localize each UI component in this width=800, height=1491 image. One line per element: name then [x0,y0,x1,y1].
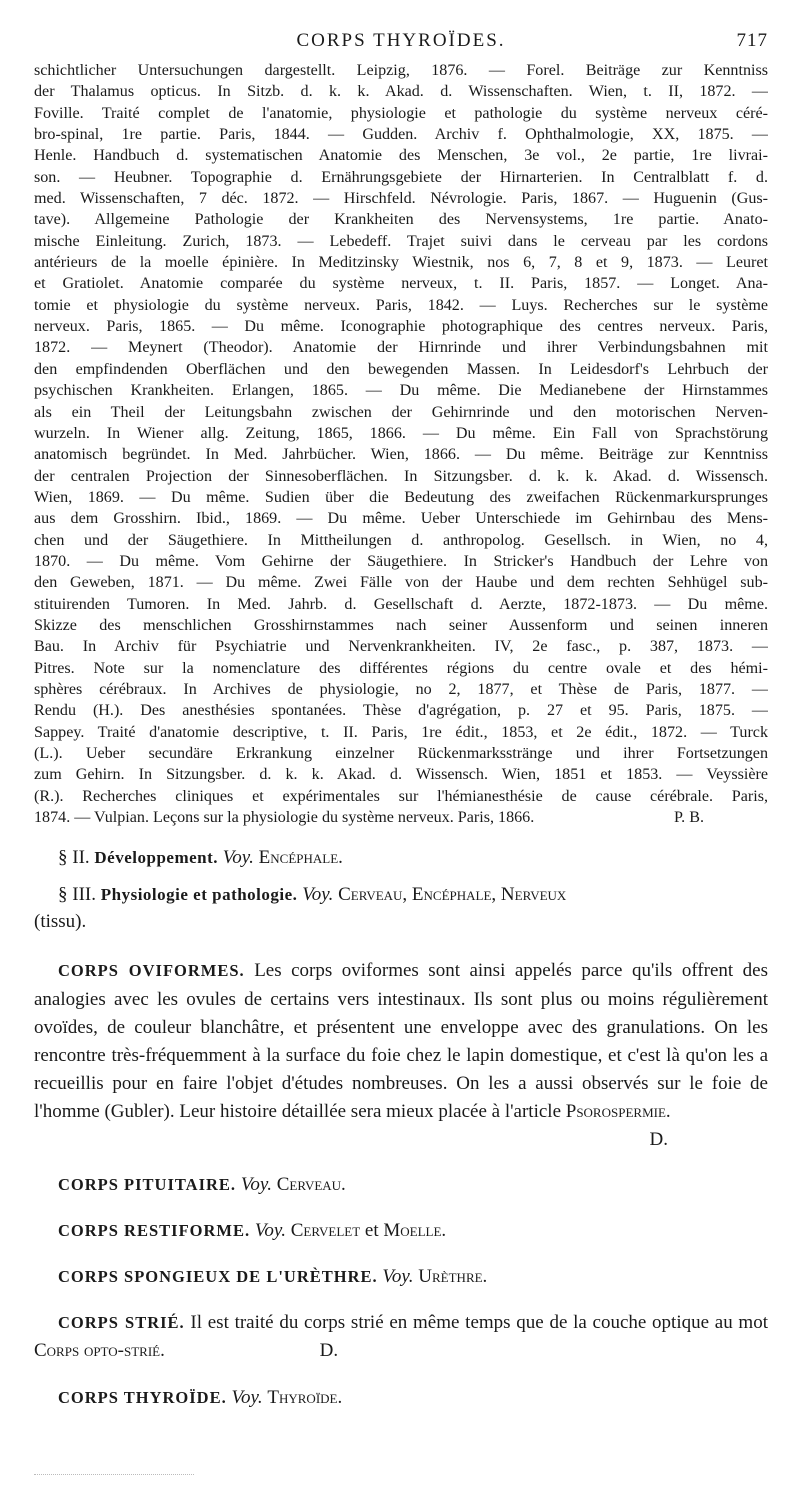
section-mark: § II. [58,847,90,869]
bibliography-line: Sappey. Traité d'anatomie descriptive, t. II. Paris, 1re édit., 1853, et 2e édit., 1872. — Turck [34,723,768,741]
footer-dotted-rule [34,1474,194,1475]
bibliography-line: chen und der Säugethiere. In Mittheilungen d. anthropolog. Gesellsch. in Wien, no 4, [34,531,768,549]
entry-reference-2: Moelle. [383,1219,447,1241]
entry-conjunction: et [364,1219,379,1241]
section-reference-continued: (tissu). [34,911,87,933]
entry-text: Il est traité du corps strié en même temps que de la couche optique au mot [190,1312,768,1334]
entry-headword: CORPS RESTIFORME. [58,1220,251,1240]
entry-corps-thyroide [34,1384,768,1412]
bibliography-line: nerveux. Paris, 1865. — Du même. Iconographie photographique des centres nerveux. Paris, [34,318,768,336]
voy-label: Voy. [302,884,334,906]
running-title: CORPS THYROÏDES. [296,30,506,51]
bibliography-line: son. — Heubner. Topographie d. Ernährungsgebiete der Hirnarterien. In Centralblatt f. d. [34,168,768,186]
page-number: 717 [736,30,768,51]
voy-label: Voy. [222,847,254,869]
entry-headword: CORPS STRIÉ. [58,1313,185,1333]
bibliography-line: anatomisch begründet. In Med. Jahrbücher. Wien, 1866. — Du même. Beiträge zur Kenntniss [34,446,768,464]
bibliography-line: als ein Theil der Leitungsbahn zwischen der Gehirnrinde und den motorischen Nerven- [34,403,768,421]
entry-corps-pituitaire [34,1171,768,1199]
voy-label: Voy. [231,1386,263,1408]
section-mark: § III. [58,884,96,906]
entry-text: Les corps oviformes sont ainsi appelés parce qu'ils offrent des analogies avec les ovules de certains vers intestinaux. Ils sont plus ou moins régulièrement ovoïdes, de couleur blanchâtre, et présentent une enveloppe avec des granulations. On les rencontre très-fréquemment à la surface du foie chez le lapin domestique, et c'est là qu'on les a recueillis pour en faire l'objet d'études nombreuses. On les a aussi observés sur le foie de l'homme (Gubler). Leur histoire détaillée sera mieux placée à l'article [34,960,768,1123]
bibliography-block [34,60,768,828]
bibliography-line: den Geweben, 1871. — Du même. Zwei Fälle von der Haube und dem rechten Sehhügel sub- [34,574,768,592]
bibliography-last-line [34,807,768,828]
bibliography-last-text: 1874. — Vulpian. Leçons sur la physiologie du système nerveux. Paris, 1866. [34,809,535,827]
bibliography-line: den empfindenden Oberflächen und den bewegenden Massen. In Leidesdorf's Lehrbuch der [34,360,768,378]
bibliography-line: (R.). Recherches cliniques et expérimentales sur l'hémianesthésie de cause cérébrale. Paris, [34,787,768,805]
bibliography-line: tave). Allgemeine Pathologie der Krankheiten des Nervensystems, 1re partie. Anato- [34,211,768,229]
bibliography-line: der Thalamus opticus. In Sitzb. d. k. k. Akad. d. Wissenschaften. Wien, t. II, 1872. — [34,83,768,101]
entry-reference: Thyroïde. [267,1386,343,1408]
section-reference: Encéphale. [258,847,343,869]
bibliography-line: bro-spinal, 1re partie. Paris, 1844. — Gudden. Archiv f. Ophthalmologie, XX, 1875. — [34,126,768,144]
bibliography-line: Rendu (H.). Des anesthésies spontanées. Thèse d'agrégation, p. 27 et 95. Paris, 1875. — [34,702,768,720]
bibliography-line: Pitres. Note sur la nomenclature des différentes régions du centre ovale et des hémi- [34,659,768,677]
entry-headword: CORPS SPONGIEUX DE L'URÈTHRE. [58,1267,378,1286]
section-reference: Cerveau, Encéphale, Nerveux [338,884,567,906]
entry-headword: CORPS OVIFORMES. [58,961,245,981]
bibliography-line: tomie et physiologie du système nerveux. Paris, 1842. — Luys. Recherches sur le système [34,296,768,314]
bibliography-line: psychischen Krankheiten. Erlangen, 1865. — Du même. Die Medianebene der Hirnstammes [34,382,768,400]
bibliography-line: sphères cérébraux. In Archives de physiologie, no 2, 1877, et Thèse de Paris, 1877. — [34,680,768,698]
entry-signature: D. [649,1128,668,1150]
section-title: Développement. [94,848,219,868]
voy-label: Voy. [240,1173,272,1195]
bibliography-signature: P. B. [674,809,704,827]
bibliography-line: aus dem Grosshirn. Ibid., 1869. — Du même. Ueber Unterschiede im Gehirnbau des Mens- [34,510,768,528]
section-development [34,844,768,871]
bibliography-line: med. Wissenschaften, 7 déc. 1872. — Hirschfeld. Névrologie. Paris, 1867. — Huguenin (Gus- [34,190,768,208]
bibliography-line: 1870. — Du même. Vom Gehirne der Säugethiere. In Stricker's Handbuch der Lehre von [34,552,768,570]
page-header [34,26,768,60]
bibliography-line: schichtlicher Untersuchungen dargestellt. Leipzig, 1876. — Forel. Beiträge zur Kenntniss [34,62,768,79]
bibliography-line: antérieurs de la moelle épinière. In Meditzinsky Wiestnik, nos 6, 7, 8 et 9, 1873. — Leuret [34,254,768,272]
bibliography-line: Bau. In Archiv für Psychiatrie und Nervenkrankheiten. IV, 2e fasc., p. 387, 1873. — [34,638,768,656]
bibliography-line: Wien, 1869. — Du même. Sudien über die Bedeutung des zweifachen Rückenmarkursprunges [34,488,768,506]
entry-reference: Cervelet [290,1219,361,1241]
section-physiology [34,881,768,935]
bibliography-line: mische Einleitung. Zurich, 1873. — Lebedeff. Trajet suivi dans le cerveau par les cordons [34,232,768,250]
entry-headword: CORPS THYROÏDE. [58,1387,227,1407]
bibliography-line: et Gratiolet. Anatomie comparée du système nerveux, t. II. Paris, 1857. — Longet. Ana- [34,275,768,293]
bibliography-line: Skizze des menschlichen Grosshirnstammes nach seiner Aussenform und seinen inneren [34,616,768,634]
entry-corps-restiforme [34,1217,768,1245]
entry-corps-strie [34,1309,768,1365]
bibliography-line: stituirenden Tumoren. In Med. Jahrb. d. Gesellschaft d. Aerzte, 1872-1873. — Du même. [34,595,768,613]
bibliography-line: 1872. — Meynert (Theodor). Anatomie der Hirnrinde und ihrer Verbindungsbahnen mit [34,339,768,357]
bibliography-lines [34,60,768,807]
voy-label: Voy. [254,1219,286,1241]
bibliography-line: Henle. Handbuch d. systematischen Anatomie des Menschen, 3e vol., 2e partie, 1re livrai- [34,147,768,165]
bibliography-line: der centralen Projection der Sinnesoberflächen. In Sitzungsber. d. k. k. Akad. d. Wissensch. [34,467,768,485]
section-title: Physiologie et pathologie. [100,885,298,905]
voy-label: Voy. [382,1266,414,1287]
entry-signature: D. [319,1340,339,1362]
bibliography-line: wurzeln. In Wiener allg. Zeitung, 1865, 1866. — Du même. Ein Fall von Sprachstörung [34,424,768,442]
bibliography-line: Foville. Traité complet de l'anatomie, physiologie et pathologie du système nerveux céré- [34,104,768,122]
entry-reference: Cerveau. [276,1173,346,1195]
bibliography-line: (L.). Ueber secundäre Erkrankung einzelner Rückenmarksstränge und ihrer Fortsetzungen [34,745,768,762]
entry-corps-oviformes [34,957,768,1152]
bibliography-line: zum Gehirn. In Sitzungsber. d. k. k. Akad. d. Wissensch. Wien, 1851 et 1853. — Veyssière [34,766,768,784]
entry-headword: CORPS PITUITAIRE. [58,1174,237,1194]
entry-reference: Urèthre. [418,1266,488,1287]
entry-corps-spongieux [34,1263,768,1291]
entry-reference: Psorospermie. [565,1101,671,1123]
entry-reference: Corps opto-strié. [34,1340,165,1362]
